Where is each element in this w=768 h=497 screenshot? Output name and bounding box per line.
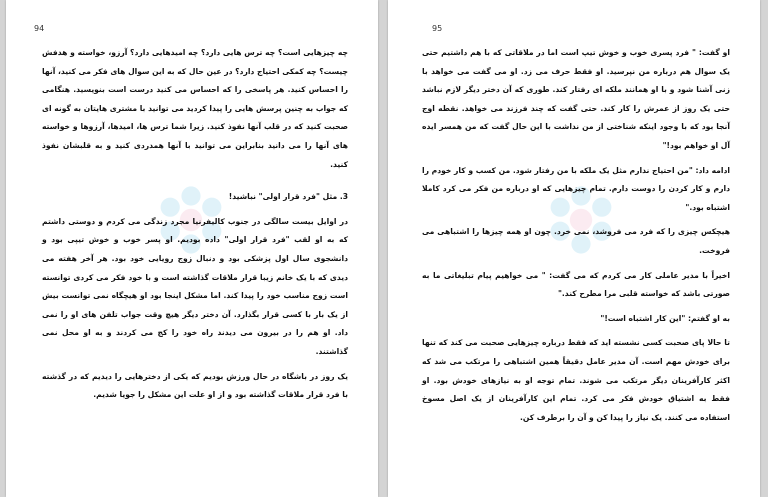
paragraph: ادامه داد: "من احتیاج ندارم مثل یک ملکه با من رفتار شود. من کسب و کار خودم را دارم و کار کردن را دوست دارم. تمام چیزهایی که او درباره من فکر می کرد کاملا اشتباه بود."	[422, 165, 730, 212]
right-page	[388, 0, 760, 497]
right-page-number: 95	[432, 24, 443, 33]
paragraph: هیچکس چیزی را که فرد می فروشد، نمی خرد. چون او همه چیزها را اشتباهی می فروخت.	[422, 227, 730, 255]
paragraph: تا حالا پای صحبت کسی نشسته اید که فقط درباره چیزهایی صحبت می کند که تنها برای خودش مهم است. آن مدیر عامل دقیقاً همین اشتباهی را مرتکب می شد که اکثر کارآفرینان دیگر مرتکب می شوند. تمام توجه او به نیازهای خودش بود. او فقط به اشتیاق خودش فکر می کرد. تمام این کارآفرینان از یک اصل مسوخ استفاده می کنند. یک نیاز را پیدا کن و آن را برطرف کن.	[422, 338, 730, 422]
left-page-body	[42, 44, 348, 411]
left-page-number: 94	[34, 24, 45, 33]
left-page	[6, 0, 378, 497]
section-heading: 3. مثل "فرد قرار اولی" نباشید!	[228, 192, 348, 202]
paragraph: به او گفتم: "این کار اشتباه است!"	[600, 313, 730, 323]
paragraph: چه چیزهایی است؟ چه ترس هایی دارد؟ چه امیدهایی دارد؟ آرزو، خواسته و هدفش چیست؟ چه کمکی احتیاج دارد؟ در عین حال که به این سوال های فکر می کنید، آنها را احساس کنید. هر پاسخی را که احساس می کنید درست است بنویسید. هنگامی که جواب به چنین پرسش هایی را پیدا کردید می توانید با مشتری هایتان به گونه ای صحبت کنید که در قلب آنها نفوذ کنید. زیرا شما ترس ها، امیدها، آرزوها و خواسته های آنها را می دانید بنابراین می توانید با آنها همدردی کنید و به قلبشان نفوذ کنید.	[42, 48, 348, 169]
right-page-body	[422, 44, 730, 433]
paragraph: در اوایل بیست سالگی در جنوب کالیفرنیا مجرد زندگی می کردم و دوستی داشتم که به او لقب "فرد قرار اولی" داده بودیم. او پسر خوب و خوش تیپی بود و دانشجوی سال اول پزشکی بود و دنبال زوج رویایی خود بود. هر آخر هفته می دیدی که با یک خانم زیبا قرار ملاقات گذاشته است و با خود فکر می کردی توانسته است زوج مناسب خود را پیدا کند. اما مشکل اینجا بود او هیچگاه نمی توانست بیش از یک بار با کسی قرار بگذارد. آن دختر دیگر هیچ وقت جواب تلفن های او را نمی داد. او هم را در بیرون می دیدند راه خود را کج می کردند و به او محل نمی گذاشتند.	[42, 216, 348, 356]
paragraph: یک روز در باشگاه در حال ورزش بودیم که یکی از دخترهایی را دیدیم که در گذشته با فرد قرار ملاقات گذاشته بود و از او علت این مشکل را جویا شدیم.	[42, 371, 348, 400]
paragraph: او گفت: " فرد پسری خوب و خوش تیپ است اما در ملاقاتی که با هم داشتیم حتی یک سوال هم درباره من نپرسید. او فقط حرف می زد. او می گفت می خواهد با زنی آشنا شود و با او همانند ملکه ای رفتار کند. طوری که آن دختر دیگر لازم نباشد حتی یک روز از عمرش را کار کند. حتی گفت که چند فرزند می خواهد. نقطه اوج آنجا بود که با وجود اینکه شناختی از من نداشت با این حال گفت که من همسر ایده آل او خواهم بود!"	[422, 48, 730, 150]
paragraph: اخیراً با مدیر عاملی کار می کردم که می گفت: " می خواهیم پیام تبلیغاتی ما به صورتی باشد که خواسته قلبی مرا مطرح کند."	[422, 270, 730, 299]
